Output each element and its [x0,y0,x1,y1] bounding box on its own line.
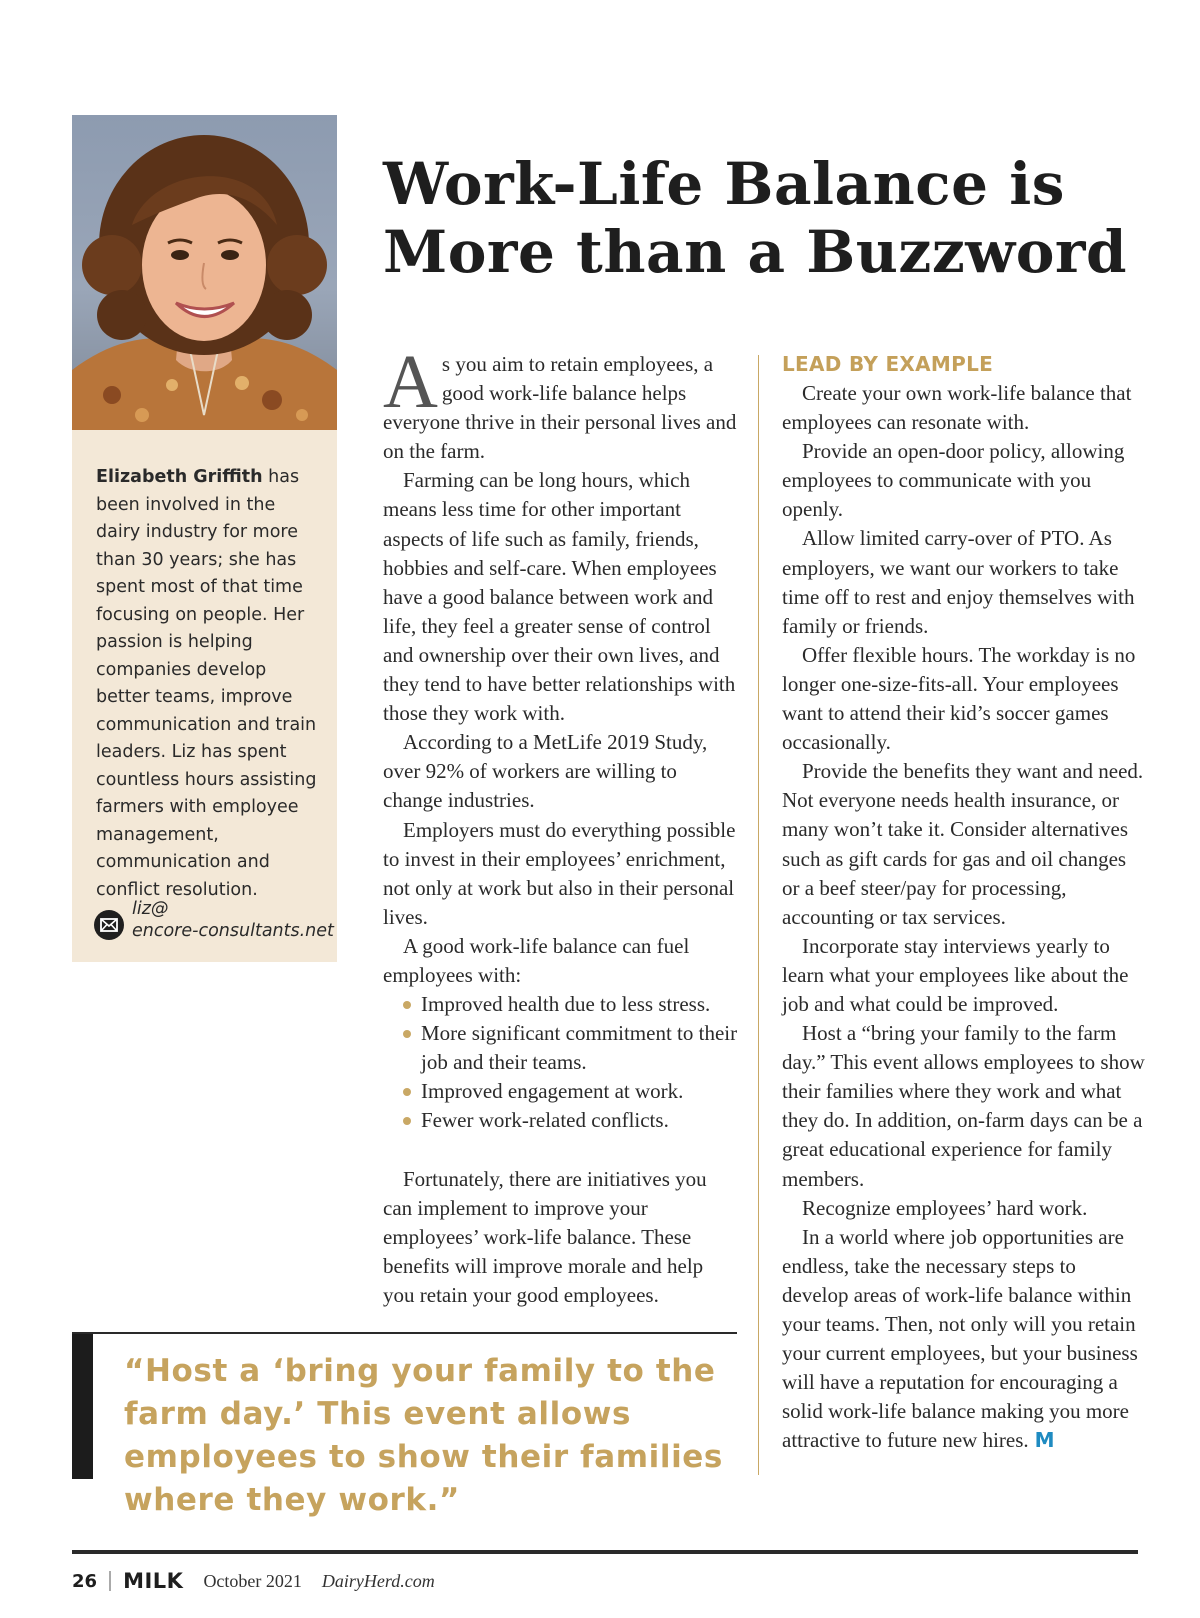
paragraph: Incorporate stay interviews yearly to learn what your employees like about the job and what could be improved. [782,933,1129,1016]
footer-rule [72,1550,1138,1554]
column-divider [758,355,759,1475]
end-mark: M [1034,1428,1055,1453]
page-footer [72,1566,435,1596]
author-photo [72,115,337,430]
author-bio [96,464,317,904]
paragraph: Create your own work-life balance that employees can resonate with. [782,381,1132,435]
pullquote-rule [72,1332,737,1334]
paragraph: Provide the benefits they want and need. Not everyone needs health insurance, or many won’t take it. Consider alternatives such as gift cards for gas and oil changes or a beef steer/pay for processing, accounting or tax services. [782,759,1144,929]
email-line-2: encore-consultants.net [132,921,334,941]
article-headline [383,150,1143,286]
paragraph: Farming can be long hours, which means less time for other important aspects of life such as family, friends, hobbies and self-care. When employees have a good balance between work and life, they feel a greater sense of control and ownership over their own lives, and they tend to have better relationships with those they work with. [383,468,736,726]
author-bio-box [72,430,337,962]
author-name: Elizabeth Griffith [96,467,263,487]
article-column-2 [782,350,1147,1455]
pullquote-bar [72,1334,93,1479]
pull-quote: “Host a ‘bring your family to the farm day.’ This event allows employees to show their families where they work.” [124,1353,723,1518]
paragraph: Offer flexible hours. The workday is no longer one-size-fits-all. Your employees want to attend their kid’s soccer games occasionally. [782,642,1136,755]
page-number: 26 [72,1570,98,1592]
benefit-list [383,990,738,1135]
paragraph: Host a “bring your family to the farm day.” This event allows employees to show their families where they work and what they do. In addition, on-farm days can be a great educational experience for family members. [782,1021,1145,1191]
issue-date: October 2021 [203,1570,302,1591]
paragraph: According to a MetLife 2019 Study, over 92% of workers are willing to change industries. [383,730,708,813]
section-heading: LEAD BY EXAMPLE [782,352,994,376]
footer-separator [109,1571,111,1591]
closing-paragraph: In a world where job opportunities are endless, take the necessary steps to develop areas of work-life balance within your teams. Then, not only will you retain your current employees, but your business will have a reputation for encouraging a solid work-life balance making you more attractive to future new hires. M [782,1224,1138,1453]
author-email[interactable] [94,898,334,942]
list-item: Fewer work-related conflicts. [401,1106,738,1135]
website[interactable]: DairyHerd.com [321,1570,435,1591]
list-item: Improved engagement at work. [401,1077,738,1106]
paragraph: Employers must do everything possible to invest in their employees’ enrichment, not only at work but also in their personal lives. [383,817,736,929]
paragraph: Fortunately, there are initiatives you can implement to improve your employees’ work-life balance. These benefits will improve morale and help you retain your good employees. [383,1166,707,1307]
list-item: Improved health due to less stress. [401,990,738,1019]
drop-cap: A [383,340,438,424]
author-bio-text: has been involved in the dairy industry for more than 30 years; she has spent most of that time focusing on people. Her passion is helping companies develop better teams, improve communication and train leaders. Liz has spent countless hours assisting farmers with employee management, communication and conflict resolution. [96,467,317,900]
intro-paragraph: As you aim to retain employees, a good work-life balance helps everyone thrive in their personal lives and on the farm. [383,340,737,464]
envelope-icon [94,910,124,940]
article-column-1 [383,340,738,1310]
headline-line-1: Work-Life Balance is [383,150,1065,218]
magazine-logo: MILK [123,1569,184,1593]
list-item: More significant commitment to their job and their teams. [401,1019,738,1077]
paragraph: Recognize employees’ hard work. [802,1195,1088,1220]
email-line-1: liz@ [132,899,169,919]
paragraph: Allow limited carry-over of PTO. As employers, we want our workers to take time off to rest and enjoy themselves with family or friends. [782,526,1135,638]
paragraph: Provide an open-door policy, allowing employees to communicate with you openly. [782,439,1125,522]
headline-line-2: More than a Buzzword [383,218,1128,286]
paragraph: A good work-life balance can fuel employees with: [383,933,690,987]
